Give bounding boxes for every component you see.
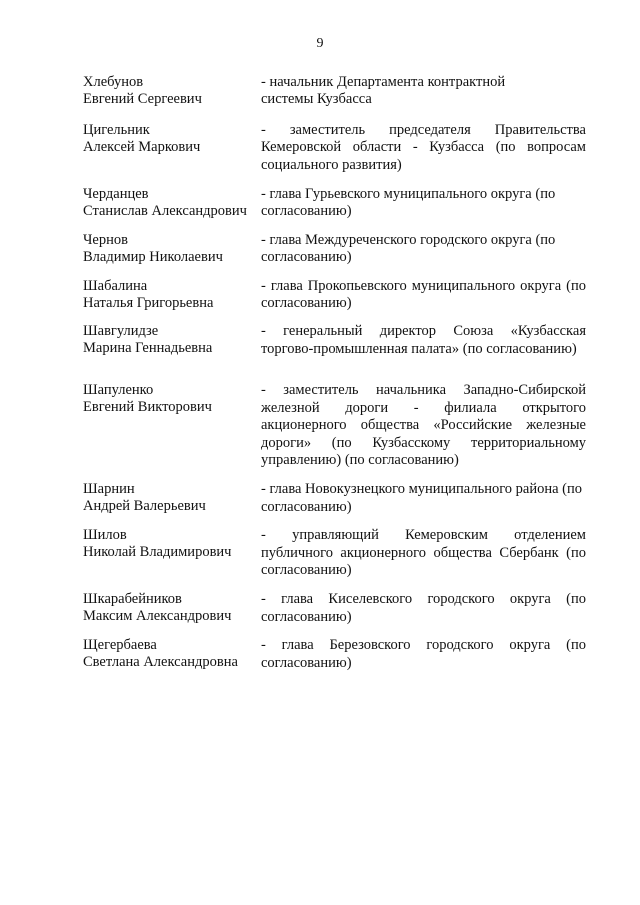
- member-surname: Черданцев: [83, 186, 149, 203]
- list-item: [83, 637, 586, 672]
- member-name: [83, 122, 261, 156]
- member-given-names: Марина Геннадьевна: [83, 340, 213, 357]
- member-given-names: Алексей Маркович: [83, 138, 201, 155]
- member-given-names: Светлана Александровна: [83, 654, 238, 671]
- member-surname: Шкарабейников: [83, 591, 182, 608]
- list-item: [83, 382, 586, 469]
- member-surname: Щегербаева: [83, 637, 157, 654]
- member-given-names: Наталья Григорьевна: [83, 294, 214, 311]
- member-list: [83, 74, 586, 672]
- member-position: - глава Прокопьевского муниципального округа (по согласованию): [261, 277, 586, 312]
- list-item: [83, 481, 586, 516]
- list-item: [83, 186, 586, 221]
- member-name: [83, 481, 261, 515]
- member-position: - генеральный директор Союза «Кузбасская торгово-промышленная палата» (по согласованию): [261, 323, 586, 357]
- list-item: [83, 74, 586, 109]
- member-surname: Цигельник: [83, 121, 150, 138]
- member-surname: Хлебунов: [83, 74, 144, 90]
- member-given-names: Максим Александрович: [83, 608, 232, 625]
- member-surname: Шапуленко: [83, 382, 154, 399]
- member-surname: Шилов: [83, 527, 127, 544]
- member-name: [83, 323, 261, 357]
- member-given-names: Евгений Викторович: [83, 399, 212, 416]
- member-name: [83, 591, 261, 625]
- member-name: [83, 232, 261, 266]
- list-item: [83, 323, 586, 358]
- member-name: [83, 186, 261, 220]
- member-name: [83, 637, 261, 671]
- member-given-names: Владимир Николаевич: [83, 248, 223, 265]
- member-position: - управляющий Кемеровским отделением публичного акционерного общества Сбербанк (по согласованию): [261, 527, 586, 578]
- list-item: [83, 232, 586, 267]
- member-position: - глава Киселевского городского округа (по согласованию): [261, 591, 586, 625]
- member-position: - глава Гурьевского муниципального округа (по согласованию): [261, 186, 556, 220]
- member-name: [83, 527, 261, 561]
- member-position: - начальник Департамента контрактной системы Кузбасса: [261, 74, 506, 108]
- page-number: 9: [316, 36, 324, 51]
- member-position: - заместитель председателя Правительства Кемеровской области - Кузбасса (по вопросам социального развития): [261, 121, 586, 173]
- list-item: [83, 591, 586, 626]
- member-name: [83, 278, 261, 312]
- member-position: - заместитель начальника Западно-Сибирской железной дороги - филиала открытого акционерного общества «Российские железные дороги» (по Кузбасскому территориальному управлению) (по согласованию): [261, 382, 586, 468]
- member-surname: Шабалина: [83, 277, 148, 294]
- member-position: - глава Новокузнецкого муниципального района (по согласованию): [261, 481, 583, 515]
- member-position: - глава Березовского городского округа (по согласованию): [261, 637, 586, 671]
- member-given-names: Евгений Сергеевич: [83, 91, 202, 107]
- member-surname: Чернов: [83, 231, 128, 248]
- member-surname: Шарнин: [83, 481, 135, 498]
- member-position: - глава Междуреченского городского округа (по согласованию): [261, 231, 556, 266]
- list-item: [83, 278, 586, 313]
- list-item: [83, 527, 586, 579]
- list-item: [83, 122, 586, 174]
- member-surname: Шавгулидзе: [83, 323, 159, 340]
- member-name: [83, 382, 261, 416]
- member-name: [83, 74, 261, 108]
- member-given-names: Андрей Валерьевич: [83, 498, 206, 515]
- member-given-names: Станислав Александрович: [83, 203, 247, 220]
- member-given-names: Николай Владимирович: [83, 544, 232, 561]
